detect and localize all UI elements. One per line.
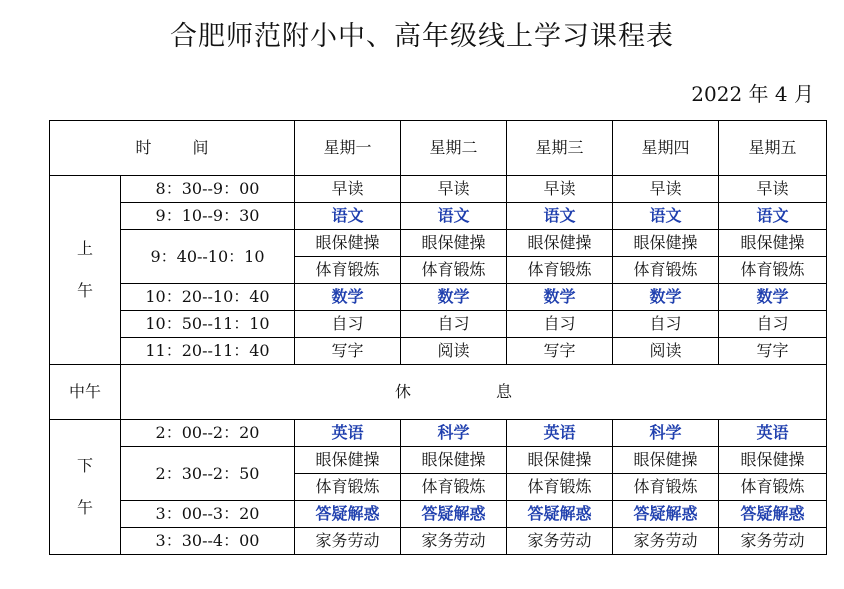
schedule-cell: 语文 [613, 203, 719, 230]
header-day: 星期三 [507, 121, 613, 176]
schedule-cell: 家务劳动 [295, 528, 401, 555]
schedule-cell: 数学 [295, 284, 401, 311]
schedule-cell: 数学 [401, 284, 507, 311]
schedule-cell: 家务劳动 [613, 528, 719, 555]
schedule-cell: 体育锻炼 [613, 257, 719, 284]
schedule-cell: 眼保健操 [613, 230, 719, 257]
time-slot: 8：30--9：00 [121, 176, 295, 203]
schedule-cell: 眼保健操 [401, 230, 507, 257]
table-row [50, 420, 827, 447]
schedule-cell: 语文 [401, 203, 507, 230]
schedule-cell: 体育锻炼 [401, 474, 507, 501]
time-slot: 2：00--2：20 [121, 420, 295, 447]
time-slot: 9：10--9：30 [121, 203, 295, 230]
time-slot: 9：40--10：10 [121, 230, 295, 284]
time-slot: 2：30--2：50 [121, 447, 295, 501]
afternoon-label-bottom: 午 [76, 498, 93, 517]
schedule-cell: 写字 [719, 338, 827, 365]
schedule-cell: 语文 [719, 203, 827, 230]
morning-label-top: 上 [76, 239, 93, 258]
schedule-cell: 写字 [295, 338, 401, 365]
schedule-cell: 阅读 [401, 338, 507, 365]
schedule-cell: 早读 [719, 176, 827, 203]
schedule-cell: 眼保健操 [507, 447, 613, 474]
schedule-cell: 答疑解惑 [401, 501, 507, 528]
schedule-cell: 科学 [401, 420, 507, 447]
schedule-cell: 答疑解惑 [295, 501, 401, 528]
schedule-date: 2022 年 4 月 [691, 82, 814, 106]
schedule-cell: 答疑解惑 [507, 501, 613, 528]
schedule-cell: 眼保健操 [613, 447, 719, 474]
header-row [50, 121, 827, 176]
header-day: 星期五 [719, 121, 827, 176]
schedule-cell: 家务劳动 [401, 528, 507, 555]
schedule-cell: 体育锻炼 [507, 257, 613, 284]
time-slot: 3：00--3：20 [121, 501, 295, 528]
table-row [50, 338, 827, 365]
table-row [50, 176, 827, 203]
schedule-cell: 家务劳动 [507, 528, 613, 555]
time-slot: 10：50--11：10 [121, 311, 295, 338]
table-row [50, 311, 827, 338]
header-day: 星期四 [613, 121, 719, 176]
schedule-cell: 眼保健操 [295, 447, 401, 474]
schedule-cell: 体育锻炼 [295, 257, 401, 284]
header-time: 时 间 [50, 121, 295, 176]
schedule-cell: 科学 [613, 420, 719, 447]
schedule-cell: 早读 [401, 176, 507, 203]
afternoon-label [50, 420, 121, 555]
header-day: 星期二 [401, 121, 507, 176]
afternoon-label-top: 下 [76, 456, 93, 475]
schedule-table [49, 120, 827, 555]
schedule-cell: 自习 [401, 311, 507, 338]
morning-label [50, 176, 121, 365]
table-row [50, 528, 827, 555]
schedule-cell: 英语 [507, 420, 613, 447]
time-slot: 11：20--11：40 [121, 338, 295, 365]
schedule-cell: 数学 [719, 284, 827, 311]
schedule-cell: 早读 [613, 176, 719, 203]
table-row [50, 447, 827, 474]
schedule-cell: 体育锻炼 [507, 474, 613, 501]
schedule-cell: 写字 [507, 338, 613, 365]
schedule-cell: 眼保健操 [401, 447, 507, 474]
schedule-cell: 早读 [295, 176, 401, 203]
time-slot: 10：20--10：40 [121, 284, 295, 311]
rest-cell: 休 息 [121, 365, 827, 420]
schedule-cell: 家务劳动 [719, 528, 827, 555]
noon-label: 中午 [50, 365, 121, 420]
schedule-cell: 英语 [719, 420, 827, 447]
page-title: 合肥师范附小中、高年级线上学习课程表 [170, 21, 674, 52]
table-row [50, 203, 827, 230]
schedule-cell: 自习 [613, 311, 719, 338]
schedule-cell: 自习 [507, 311, 613, 338]
table-row [50, 501, 827, 528]
schedule-cell: 眼保健操 [507, 230, 613, 257]
schedule-cell: 体育锻炼 [613, 474, 719, 501]
schedule-cell: 语文 [507, 203, 613, 230]
schedule-cell: 英语 [295, 420, 401, 447]
table-row [50, 284, 827, 311]
schedule-cell: 早读 [507, 176, 613, 203]
time-slot: 3：30--4：00 [121, 528, 295, 555]
header-day: 星期一 [295, 121, 401, 176]
schedule-cell: 答疑解惑 [613, 501, 719, 528]
schedule-cell: 数学 [613, 284, 719, 311]
morning-label-bottom: 午 [76, 281, 93, 300]
schedule-cell: 眼保健操 [295, 230, 401, 257]
schedule-cell: 阅读 [613, 338, 719, 365]
schedule-cell: 体育锻炼 [719, 257, 827, 284]
noon-row [50, 365, 827, 420]
schedule-cell: 语文 [295, 203, 401, 230]
schedule-cell: 答疑解惑 [719, 501, 827, 528]
schedule-cell: 自习 [295, 311, 401, 338]
schedule-cell: 体育锻炼 [401, 257, 507, 284]
schedule-cell: 眼保健操 [719, 447, 827, 474]
schedule-cell: 数学 [507, 284, 613, 311]
schedule-cell: 体育锻炼 [295, 474, 401, 501]
schedule-cell: 眼保健操 [719, 230, 827, 257]
schedule-cell: 自习 [719, 311, 827, 338]
schedule-cell: 体育锻炼 [719, 474, 827, 501]
table-row [50, 230, 827, 257]
